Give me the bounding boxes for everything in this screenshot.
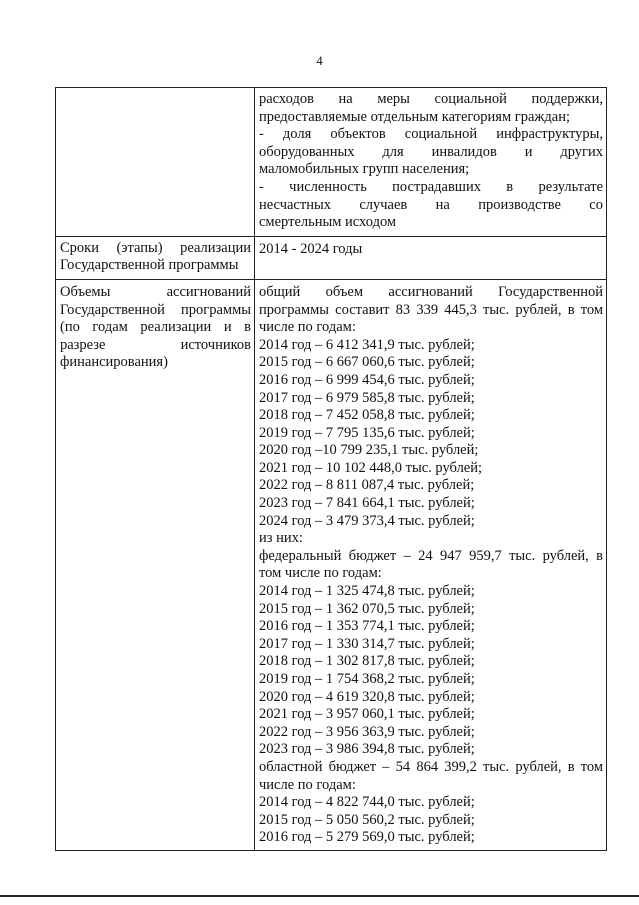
funding-line: том числе по годам: (259, 565, 382, 582)
cell-funding-details (255, 279, 607, 850)
cell-funding-label (56, 279, 255, 850)
funding-label-line: финансирования) (60, 354, 168, 371)
table-row-indicators (56, 88, 607, 237)
indicator-line: маломобильных групп населения; (259, 161, 470, 178)
funding-line: 2018 год – 1 302 817,8 тыс. рублей; (259, 653, 475, 670)
funding-line: 2015 год – 1 362 070,5 тыс. рублей; (259, 600, 475, 617)
funding-line: 2014 год – 1 325 474,8 тыс. рублей; (259, 583, 475, 600)
passport-table (55, 87, 607, 851)
funding-line: 2020 год – 4 619 320,8 тыс. рублей; (259, 688, 475, 705)
funding-line: 2017 год – 1 330 314,7 тыс. рублей; (259, 635, 475, 652)
funding-line: 2015 год – 6 667 060,6 тыс. рублей; (259, 354, 475, 371)
funding-label-line: Государственной программы (60, 301, 251, 318)
funding-line: 2019 год – 7 795 135,6 тыс. рублей; (259, 424, 475, 441)
funding-line: 2017 год – 6 979 585,8 тыс. рублей; (259, 389, 475, 406)
funding-line: числе по годам: (259, 319, 356, 336)
funding-line: 2016 год – 6 999 454,6 тыс. рублей; (259, 371, 475, 388)
funding-line: 2023 год – 7 841 664,1 тыс. рублей; (259, 495, 475, 512)
terms-label-line: Сроки (этапы) реализации (60, 239, 251, 256)
funding-line: 2023 год – 3 986 394,8 тыс. рублей; (259, 741, 475, 758)
indicator-line: оборудованных для инвалидов и других (259, 143, 603, 160)
funding-line: 2016 год – 5 279 569,0 тыс. рублей; (259, 829, 475, 846)
funding-line: 2018 год – 7 452 058,8 тыс. рублей; (259, 407, 475, 424)
cell-terms-label (56, 236, 255, 279)
funding-line: 2016 год – 1 353 774,1 тыс. рублей; (259, 618, 475, 635)
funding-line: 2022 год – 3 956 363,9 тыс. рублей; (259, 723, 475, 740)
cell-indicators-list (255, 88, 607, 237)
funding-line: 2014 год – 4 822 744,0 тыс. рублей; (259, 794, 475, 811)
funding-label-line: разрезе источников (60, 336, 251, 353)
indicator-line: - доля объектов социальной инфраструктуры, (259, 126, 603, 143)
terms-value-line: 2014 - 2024 годы (259, 240, 363, 257)
funding-line: 2014 год – 6 412 341,9 тыс. рублей; (259, 336, 475, 353)
table-row-funding (56, 279, 607, 850)
cell-terms-value (255, 236, 607, 279)
cell-empty (56, 88, 255, 237)
funding-label-line: Объемы ассигнований (60, 283, 251, 300)
indicator-line: расходов на меры социальной поддержки, (259, 91, 603, 107)
indicator-line: смертельным исходом (259, 214, 397, 231)
indicator-line: несчастных случаев на производстве со (259, 196, 603, 213)
indicator-line: - численность пострадавших в результате (259, 178, 603, 195)
funding-line: из них: (259, 530, 303, 547)
funding-line: 2015 год – 5 050 560,2 тыс. рублей; (259, 811, 475, 828)
funding-line: областной бюджет – 54 864 399,2 тыс. рублей, в том (259, 758, 603, 775)
indicator-line: предоставляемые отдельным категориям граждан; (259, 108, 570, 125)
funding-label-line: (по годам реализации и в (60, 319, 251, 336)
funding-line: общий объем ассигнований Государственной (259, 283, 603, 300)
bottom-rule (0, 895, 639, 897)
funding-line: 2021 год – 10 102 448,0 тыс. рублей; (259, 459, 483, 476)
funding-line: федеральный бюджет – 24 947 959,7 тыс. рублей, в (259, 547, 603, 564)
funding-line: 2022 год – 8 811 087,4 тыс. рублей; (259, 477, 475, 494)
funding-line: 2021 год – 3 957 060,1 тыс. рублей; (259, 706, 475, 723)
page-number: 4 (316, 53, 323, 68)
funding-line: 2024 год – 3 479 373,4 тыс. рублей; (259, 512, 475, 529)
funding-line: программы составит 83 339 445,3 тыс. рублей, в том (259, 301, 603, 318)
table-row-terms (56, 236, 607, 279)
terms-label-line: Государственной программы (60, 257, 239, 274)
funding-line: 2019 год – 1 754 368,2 тыс. рублей; (259, 671, 475, 687)
funding-line: числе по годам: (259, 776, 356, 793)
funding-line: 2020 год –10 799 235,1 тыс. рублей; (259, 442, 479, 459)
